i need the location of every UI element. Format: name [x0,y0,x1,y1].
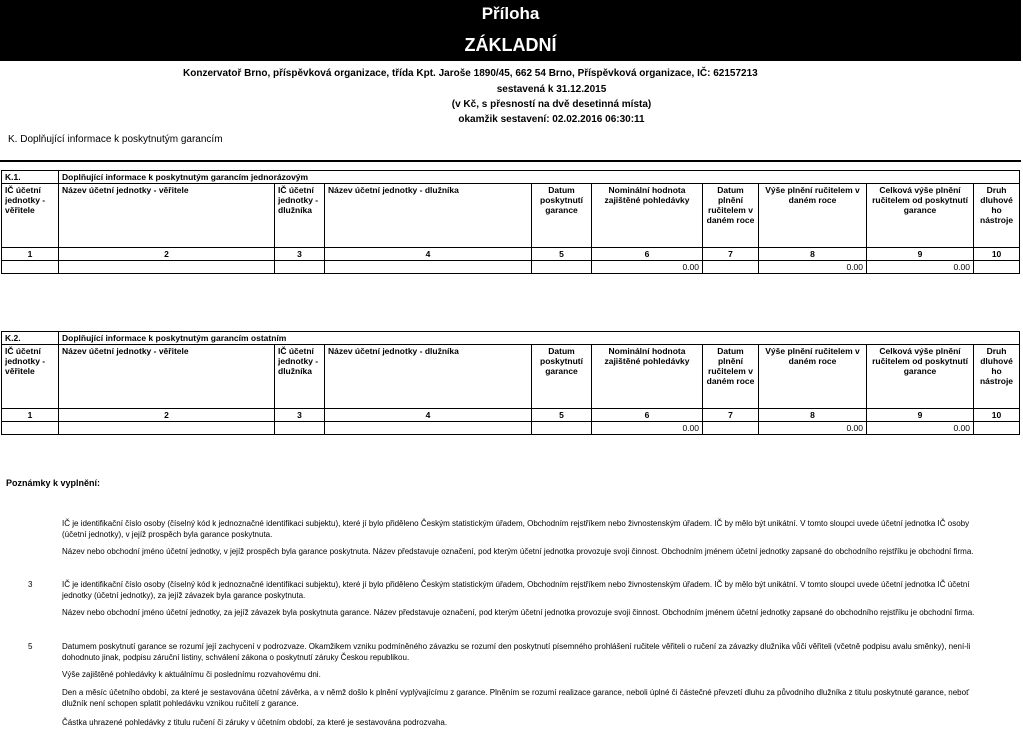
col-header-guarantee-date: Datum poskytnutí garance [532,345,592,409]
col-header-ic-debtor: IČ účetní jednotky - dlužníka [275,345,325,409]
note-paragraph: Den a měsíc účetního období, za které je sestavována účetní závěrka, a v němž došlo k plnění vyplývajícímu z garance. Plněním se rozumí realizace garance, neboli úplné či částečné převzetí dluhu za původního dlužníka z titulu poskytnuté garance, neboť dlužník není schopen splatit pohledávku vznikou ručitelí z garance. [62,688,970,708]
col-number: 9 [867,409,974,422]
k1-title: Doplňující informace k poskytnutým garancím jednorázovým [59,171,1020,184]
units-note: (v Kč, s přesností na dvě desetinná místa) [451,99,652,110]
report-header [0,0,1021,61]
table-cell [59,261,275,274]
k1-performance-amount: 0.00 [759,261,867,274]
col-header-ic-creditor: IČ účetní jednotky - věřitele [2,184,59,248]
col-number: 4 [325,409,532,422]
col-header-name-debtor: Název účetní jednotky - dlužníka [325,345,532,409]
report-subtitle: ZÁKLADNÍ [464,35,557,55]
table-cell [532,261,592,274]
k2-title: Doplňující informace k poskytnutým garancím ostatním [59,332,1020,345]
section-title: K. Doplňující informace k poskytnutým garancím [8,134,223,145]
k2-table [1,331,1020,435]
col-number: 9 [867,248,974,261]
col-header-instrument-type: Druh dluhové ho nástroje [974,345,1020,409]
k2-nominal-value: 0.00 [592,422,703,435]
col-number: 8 [759,248,867,261]
col-number: 10 [974,409,1020,422]
k1-total-performance: 0.00 [867,261,974,274]
note-number: 3 [28,580,33,589]
col-header-performance-date: Datum plnění ručitelem v daném roce [703,345,759,409]
col-header-performance-amount: Výše plnění ručitelem v daném roce [759,184,867,248]
col-number: 4 [325,248,532,261]
col-header-performance-amount: Výše plnění ručitelem v daném roce [759,345,867,409]
note-paragraph: Datumem poskytnutí garance se rozumí její zachycení v podrozvaze. Okamžikem vzniku podmíněného závazku se rozumí den poskytnutí písemného prohlášení ručitele věřiteli o ručení za závazky dlužníka vůči věřiteli (včetně podpisu avalu směnky), není-li dohodnuto jinak, podpisu záruční listiny, schválení zákona o poskytnutí záruky Českou republikou. [62,642,971,662]
table-cell [325,422,532,435]
table-cell [2,422,59,435]
k2-code: K.2. [2,332,59,345]
table-cell [974,422,1020,435]
organization-line: Konzervatoř Brno, příspěvková organizace, třída Kpt. Jaroše 1890/45, 662 54 Brno, Příspěvková organizace, IČ: 62157213 [183,68,758,79]
table-cell [703,261,759,274]
col-number: 8 [759,409,867,422]
col-number: 1 [2,409,59,422]
compiled-date: sestavená k 31.12.2015 [496,84,607,95]
col-number: 5 [532,409,592,422]
table-cell [325,261,532,274]
col-header-nominal-value: Nominální hodnota zajištěné pohledávky [592,184,703,248]
k1-table [1,170,1020,274]
compilation-moment: okamžik sestavení: 02.02.2016 06:30:11 [458,114,645,125]
col-header-nominal-value: Nominální hodnota zajištěné pohledávky [592,345,703,409]
note-paragraph: Název nebo obchodní jméno účetní jednotky, za jejíž závazek byla poskytnuta garance. Název představuje označení, pod kterým účetní jednotka provozuje svoji činnost. Obchodním jménem účetní jednotky zapsané do obchodního rejstříku je obchodní firma. [62,608,975,617]
col-number: 10 [974,248,1020,261]
col-header-ic-creditor: IČ účetní jednotky - věřitele [2,345,59,409]
col-header-performance-date: Datum plnění ručitelem v daném roce [703,184,759,248]
col-header-name-creditor: Název účetní jednotky - věřitele [59,345,275,409]
col-number: 5 [532,248,592,261]
note-paragraph: Název nebo obchodní jméno účetní jednotky, v jejíž prospěch byla garance poskytnuta. Název představuje označení, pod kterým účetní jednotka provozuje svoji činnost. Obchodním jménem účetní jednotky zapsané do obchodního rejstříku je obchodní firma. [62,547,974,556]
k1-nominal-value: 0.00 [592,261,703,274]
table-cell [275,422,325,435]
section-divider [0,160,1021,162]
note-paragraph: IČ je identifikační číslo osoby (číselný kód k jednoznačné identifikaci subjektu), které jí bylo přiděleno Českým statistickým úřadem, Obchodním rejstříkem nebo živnostenským úřadem. IČ by mělo být unikátní. V tomto sloupci uvede účetní jednotka IČ účetní jednotky (účetní jednotky), za jejíž závazek byla garance poskytnuta. [62,580,970,600]
table-cell [275,261,325,274]
note-paragraph: Částka uhrazené pohledávky z titulu ručení či záruky v účetním období, za které je sestavována podrozvaha. [62,718,448,727]
notes-title: Poznámky k vyplnění: [6,478,101,488]
col-header-name-creditor: Název účetní jednotky - věřitele [59,184,275,248]
col-number: 7 [703,248,759,261]
col-number: 7 [703,409,759,422]
compiled-date-row [0,84,1023,95]
k2-total-performance: 0.00 [867,422,974,435]
col-header-instrument-type: Druh dluhové ho nástroje [974,184,1020,248]
col-header-guarantee-date: Datum poskytnutí garance [532,184,592,248]
col-number: 2 [59,409,275,422]
units-row [0,99,1023,110]
report-title: Příloha [481,4,540,23]
col-number: 6 [592,248,703,261]
note-paragraph: Výše zajištěné pohledávky k aktuálnímu či poslednímu rozvahovému dni. [62,670,321,679]
note-number: 5 [28,642,33,651]
k1-code: K.1. [2,171,59,184]
table-cell [2,261,59,274]
col-number: 6 [592,409,703,422]
col-header-total-performance: Celková výše plnění ručitelem od poskytnutí garance [867,345,974,409]
col-header-total-performance: Celková výše plnění ručitelem od poskytnutí garance [867,184,974,248]
col-number: 3 [275,409,325,422]
table-cell [974,261,1020,274]
table-cell [703,422,759,435]
moment-row [0,114,1023,125]
table-cell [59,422,275,435]
table-cell [532,422,592,435]
col-number: 2 [59,248,275,261]
k2-performance-amount: 0.00 [759,422,867,435]
col-number: 1 [2,248,59,261]
col-number: 3 [275,248,325,261]
col-header-name-debtor: Název účetní jednotky - dlužníka [325,184,532,248]
note-paragraph: IČ je identifikační číslo osoby (číselný kód k jednoznačné identifikaci subjektu), které jí bylo přiděleno Českým statistickým úřadem, Obchodním rejstříkem nebo živnostenským úřadem. IČ by mělo být unikátní. V tomto sloupci uvede účetní jednotka IČ osoby (účetní jednotky), v jejíž prospěch byla garance poskytnuta. [62,519,970,539]
col-header-ic-debtor: IČ účetní jednotky - dlužníka [275,184,325,248]
